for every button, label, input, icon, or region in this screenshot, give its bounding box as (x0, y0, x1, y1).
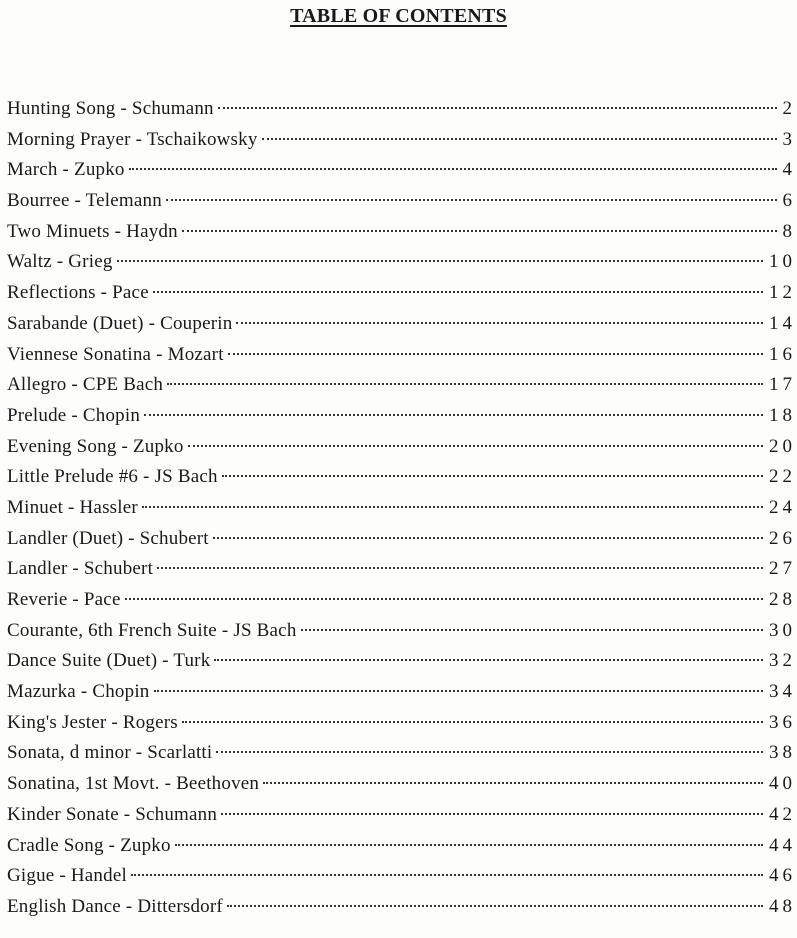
toc-entry-page-number: 20 (769, 435, 796, 457)
toc-entry-title: Reflections - Pace (7, 282, 149, 304)
toc-entry-title: Landler - Schubert (7, 558, 154, 580)
toc-entry (7, 493, 796, 524)
toc-entry (7, 646, 796, 677)
dot-leader (144, 414, 763, 416)
toc-entry-page-number: 40 (769, 773, 796, 795)
dot-leader (129, 168, 777, 170)
toc-entry-title: Dance Suite (Duet) - Turk (7, 650, 211, 672)
page-title-text: TABLE OF CONTENTS (290, 5, 507, 27)
toc-entry (7, 831, 796, 862)
toc-entry (7, 800, 796, 831)
toc-entry-title: Courante, 6th French Suite - JS Bach (7, 619, 297, 641)
toc-entry-page-number: 32 (769, 650, 796, 672)
toc-entry (7, 677, 796, 708)
dot-leader (125, 598, 763, 600)
toc-entry-title: Reverie - Pace (7, 589, 121, 610)
toc-entry-page-number: 48 (769, 895, 796, 917)
dot-leader (188, 445, 763, 447)
toc-entry (7, 217, 796, 248)
dot-leader (262, 138, 777, 140)
toc-entry-title: Mazurka - Chopin (7, 681, 150, 703)
dot-leader (182, 230, 777, 232)
toc-entry-title: Viennese Sonatina - Mozart (7, 343, 224, 365)
toc-entry-title: Cradle Song - Zupko (7, 834, 171, 856)
dot-leader (153, 291, 763, 293)
toc-entry (7, 370, 796, 401)
dot-leader (221, 813, 763, 815)
toc-entry (7, 616, 796, 647)
toc-entry-page-number: 44 (769, 834, 796, 856)
toc-entry (7, 892, 796, 923)
toc-entry-title: Evening Song - Zupko (7, 435, 184, 457)
toc-entry (7, 738, 796, 769)
toc-entry-title: Two Minuets - Haydn (7, 220, 178, 242)
toc-entry (7, 125, 796, 156)
toc-entry-title: Kinder Sonate - Schumann (7, 803, 218, 825)
toc-entry-page-number: 18 (769, 404, 796, 426)
toc-entry-title: Sonatina, 1st Movt. - Beethoven (7, 773, 260, 795)
dot-leader (166, 199, 777, 201)
dot-leader (214, 659, 763, 661)
toc-entry-title: Prelude - Chopin (7, 404, 141, 426)
toc-entry-page-number: 46 (769, 865, 796, 887)
toc-entry (7, 309, 796, 340)
dot-leader (182, 721, 763, 723)
toc-entry-title: Little Prelude #6 - JS Bach (7, 466, 218, 488)
toc-entry-page-number: 14 (769, 312, 796, 334)
toc-entry-title: Allegro - CPE Bach (7, 374, 164, 396)
dot-leader (142, 506, 763, 508)
dot-leader (131, 874, 763, 876)
toc-entry (7, 94, 796, 125)
toc-entry-page-number: 6 (782, 190, 796, 212)
table-of-contents-list (7, 94, 796, 923)
toc-entry (7, 462, 796, 493)
toc-entry-page-number: 12 (769, 282, 796, 304)
toc-entry (7, 524, 796, 555)
dot-leader (227, 905, 763, 907)
toc-entry-title: Gigue - Handel (7, 865, 127, 887)
dot-leader (216, 751, 763, 753)
toc-entry-page-number: 38 (769, 742, 796, 764)
toc-entry-title: English Dance - Dittersdorf (7, 895, 223, 917)
toc-entry-page-number: 26 (769, 527, 796, 549)
dot-leader (236, 322, 763, 324)
toc-entry-page-number: 10 (769, 251, 796, 273)
toc-entry-page-number: 36 (769, 711, 796, 733)
toc-entry-page-number: 30 (769, 619, 796, 641)
dot-leader (222, 475, 763, 477)
toc-entry-page-number: 22 (769, 466, 796, 488)
dot-leader (213, 537, 763, 539)
toc-entry-title: Waltz - Grieg (7, 251, 113, 273)
toc-entry-title: Bourree - Telemann (7, 190, 162, 212)
toc-entry (7, 585, 796, 616)
dot-leader (167, 383, 763, 385)
toc-entry-page-number: 27 (769, 558, 796, 580)
toc-entry-title: Minuet - Hassler (7, 496, 138, 518)
toc-entry-page-number: 17 (769, 374, 796, 396)
toc-entry-title: Landler (Duet) - Schubert (7, 527, 209, 549)
toc-entry (7, 247, 796, 278)
toc-entry-title: Sonata, d minor - Scarlatti (7, 742, 213, 764)
dot-leader (218, 107, 777, 109)
toc-entry-title: Morning Prayer - Tschaikowsky (7, 128, 258, 150)
toc-entry (7, 278, 796, 309)
toc-entry-title: King's Jester - Rogers (7, 711, 178, 733)
toc-entry (7, 186, 796, 217)
toc-entry-page-number: 28 (769, 589, 796, 610)
dot-leader (175, 844, 763, 846)
toc-entry-page-number: 24 (769, 496, 796, 518)
toc-entry-page-number: 34 (769, 681, 796, 703)
toc-entry-title: Hunting Song - Schumann (7, 98, 214, 119)
toc-entry-page-number: 8 (782, 220, 796, 242)
toc-entry (7, 708, 796, 739)
dot-leader (301, 629, 763, 631)
dot-leader (157, 567, 763, 569)
toc-entry (7, 861, 796, 892)
toc-entry-page-number: 2 (782, 98, 796, 119)
dot-leader (263, 782, 763, 784)
toc-entry (7, 554, 796, 585)
dot-leader (117, 260, 763, 262)
toc-entry-page-number: 3 (782, 128, 796, 150)
dot-leader (228, 353, 763, 355)
toc-entry (7, 155, 796, 186)
toc-entry (7, 769, 796, 800)
toc-entry (7, 340, 796, 371)
page-title (0, 5, 797, 28)
toc-entry-page-number: 4 (782, 159, 796, 181)
toc-entry-page-number: 42 (769, 803, 796, 825)
toc-entry-page-number: 16 (769, 343, 796, 365)
toc-entry (7, 401, 796, 432)
toc-entry-title: March - Zupko (7, 159, 125, 181)
toc-entry (7, 432, 796, 463)
dot-leader (154, 690, 764, 692)
toc-entry-title: Sarabande (Duet) - Couperin (7, 312, 233, 334)
